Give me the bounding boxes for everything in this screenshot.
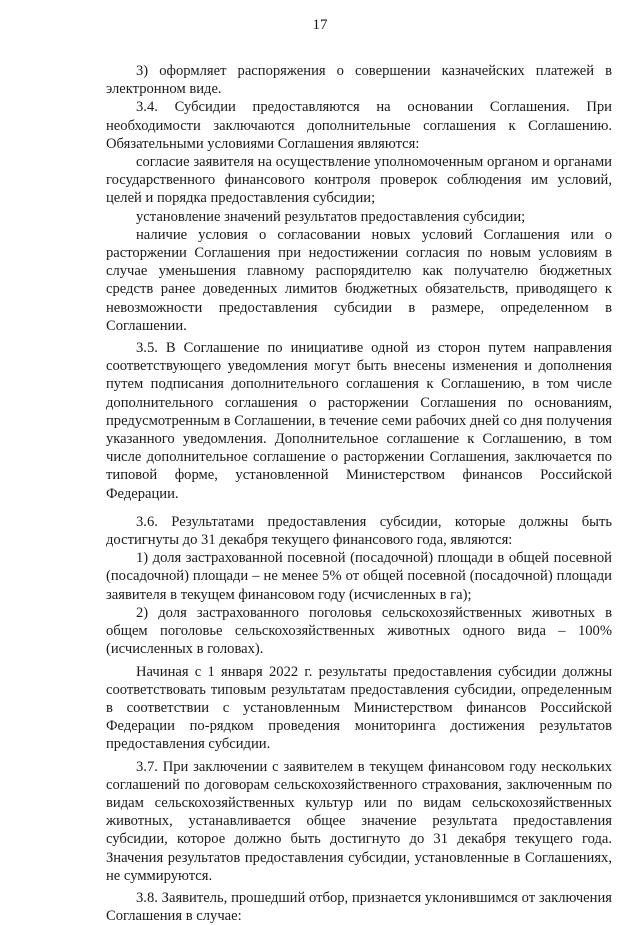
- paragraph-3-8: 3.8. Заявитель, прошедший отбор, признается уклонившимся от заключения Соглашения в случае:: [106, 889, 612, 925]
- paragraph-3-4-condition-3: наличие условия о согласовании новых условий Соглашения или о расторжении Соглашения при недостижении согласия по новым условиям в случае уменьшения главному распорядителю как получателю бюджетных средств ранее доведенных лимитов бюджетных обязательств, приводящего к невозможности предоставления субсидии в размере, определенном в Соглашении.: [106, 226, 612, 334]
- paragraph-3-6-item-2: 2) доля застрахованного поголовья сельскохозяйственных животных в общем поголовье сельскохозяйственных животных одного вида – 100% (исчисленных в головах).: [106, 604, 612, 658]
- paragraph-3-3-item-3: 3) оформляет распоряжения о совершении казначейских платежей в электронном виде.: [106, 63, 612, 98]
- paragraph-3-4-condition-1: согласие заявителя на осуществление уполномоченным органом и органами государственного финансового контроля проверок соблюдения им условий, целей и порядка предоставления субсидии;: [106, 154, 612, 207]
- page-number: 17: [312, 17, 328, 33]
- paragraph-3-6-from-2022: Начиная с 1 января 2022 г. результаты предоставления субсидии должны соответствовать типовым результатам предоставления субсидии, определенным в соответствии с установленным Министерством финансов Российской Федерации по-рядком проведения мониторинга достижения результатов предоставления субсидии.: [106, 663, 612, 753]
- paragraph-3-6: 3.6. Результатами предоставления субсидии, которые должны быть достигнуты до 31 декабря текущего финансового года, являются:: [106, 513, 612, 549]
- paragraph-3-5: 3.5. В Соглашение по инициативе одной из сторон путем направления соответствующего уведомления могут быть внесены изменения и дополнения путем подписания дополнительного соглашения к Соглашению, в том числе дополнительного соглашения о расторжении Соглашения по основаниям, предусмотренным в Соглашении, в течение семи рабочих дней со дня получения указанного уведомления. Дополнительное соглашение к Соглашению, в том числе дополнительное соглашение о расторжении Соглашения, заключается по типовой форме, установленной Министерством финансов Российской Федерации.: [106, 340, 612, 502]
- paragraph-3-4-condition-2: установление значений результатов предоставления субсидии;: [136, 208, 526, 225]
- paragraph-3-4: 3.4. Субсидии предоставляются на основании Соглашения. При необходимости заключаются дополнительные соглашения к Соглашению. Обязательными условиями Соглашения являются:: [106, 99, 612, 152]
- paragraph-3-6-item-1: 1) доля застрахованной посевной (посадочной) площади в общей посевной (посадочной) площади – не менее 5% от общей посевной (посадочной) площади заявителя в текущем финансовом году (исчисленных в га);: [106, 550, 612, 603]
- paragraph-3-7: 3.7. При заключении с заявителем в текущем финансовом году нескольких соглашений по договорам сельскохозяйственного страхования, заключенным по видам сельскохозяйственных культур или по видам сельскохозяйственных животных, устанавливается общее значение результата предоставления субсидии, которое должно быть достигнуто до 31 декабря текущего года. Значения результатов предоставления субсидии, установленные в Соглашениях, не суммируются.: [106, 758, 612, 884]
- document-body: [106, 62, 612, 925]
